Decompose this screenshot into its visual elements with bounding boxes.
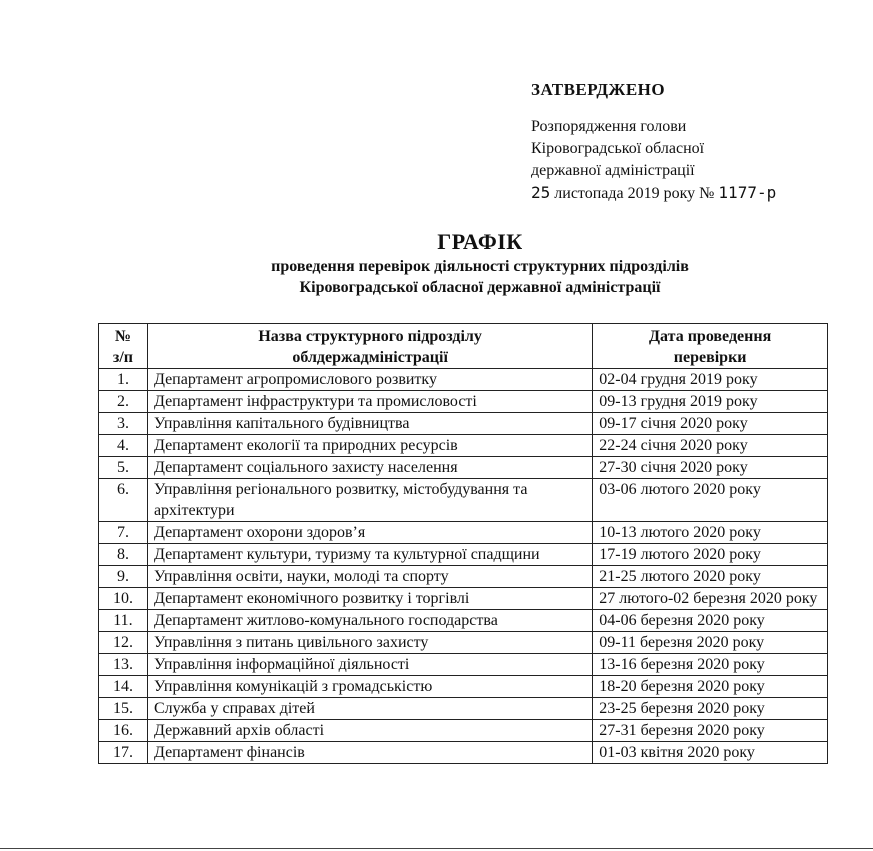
row-number: 15.: [99, 698, 148, 720]
table-row: [99, 479, 828, 522]
approval-date-text: листопада 2019 року №: [550, 185, 719, 202]
table-row: [99, 654, 828, 676]
header-name: [147, 324, 592, 369]
approval-block: [531, 80, 861, 205]
row-unit-name: Департамент економічного розвитку і торгівлі: [147, 588, 592, 610]
row-number: 1.: [99, 369, 148, 391]
approval-line-3: державної адміністрації: [531, 162, 695, 179]
document-heading: [0, 228, 873, 298]
table-row: [99, 610, 828, 632]
table-row: [99, 566, 828, 588]
table-row: [99, 522, 828, 544]
row-unit-name: Департамент агропромислового розвитку: [147, 369, 592, 391]
table-row: [99, 435, 828, 457]
row-number: 6.: [99, 479, 148, 522]
approval-date-day: 25: [531, 183, 551, 202]
row-unit-name: Управління капітального будівництва: [147, 413, 592, 435]
table-row: [99, 457, 828, 479]
document-subtitle-2: Кіровоградської обласної державної адміністрації: [299, 279, 661, 296]
row-number: 11.: [99, 610, 148, 632]
row-unit-name: Департамент культури, туризму та культурної спадщини: [147, 544, 592, 566]
row-number: 10.: [99, 588, 148, 610]
row-date: 27 лютого-02 березня 2020 року: [593, 588, 828, 610]
header-date-line-1: Дата проведення: [649, 328, 772, 345]
table-row: [99, 720, 828, 742]
row-date: 01-03 квітня 2020 року: [593, 742, 828, 764]
row-number: 7.: [99, 522, 148, 544]
row-date: 27-30 січня 2020 року: [593, 457, 828, 479]
table-row: [99, 698, 828, 720]
row-number: 13.: [99, 654, 148, 676]
row-date: 10-13 лютого 2020 року: [593, 522, 828, 544]
row-date: 17-19 лютого 2020 року: [593, 544, 828, 566]
row-date: 09-11 березня 2020 року: [593, 632, 828, 654]
row-number: 12.: [99, 632, 148, 654]
approval-date-line: [531, 182, 861, 205]
row-unit-name: Управління регіонального розвитку, містобудування та архітектури: [147, 479, 592, 522]
row-unit-name: Департамент фінансів: [147, 742, 592, 764]
row-date: 21-25 лютого 2020 року: [593, 566, 828, 588]
row-number: 4.: [99, 435, 148, 457]
table-row: [99, 544, 828, 566]
row-unit-name: Департамент соціального захисту населення: [147, 457, 592, 479]
row-unit-name: Служба у справах дітей: [147, 698, 592, 720]
document-subtitle-1: проведення перевірок діяльності структурних підрозділів: [271, 258, 689, 275]
header-number-line-2: з/п: [112, 349, 134, 366]
table-header-row: [99, 324, 828, 369]
header-name-line-1: Назва структурного підрозділу: [258, 328, 482, 345]
header-name-line-2: облдержадміністрації: [292, 349, 448, 366]
header-number-line-1: №: [114, 328, 132, 345]
row-date: 13-16 березня 2020 року: [593, 654, 828, 676]
table-row: [99, 413, 828, 435]
row-date: 09-13 грудня 2019 року: [593, 391, 828, 413]
row-date: 03-06 лютого 2020 року: [593, 479, 828, 522]
header-number: [99, 324, 148, 369]
row-unit-name: Департамент житлово-комунального господарства: [147, 610, 592, 632]
row-number: 9.: [99, 566, 148, 588]
table-row: [99, 391, 828, 413]
row-unit-name: Департамент екології та природних ресурсів: [147, 435, 592, 457]
table-row: [99, 676, 828, 698]
row-number: 17.: [99, 742, 148, 764]
row-unit-name: Департамент інфраструктури та промисловості: [147, 391, 592, 413]
row-date: 02-04 грудня 2019 року: [593, 369, 828, 391]
row-date: 22-24 січня 2020 року: [593, 435, 828, 457]
row-unit-name: Департамент охорони здоров’я: [147, 522, 592, 544]
schedule-table: [98, 323, 828, 764]
table-row: [99, 632, 828, 654]
row-date: 23-25 березня 2020 року: [593, 698, 828, 720]
row-number: 2.: [99, 391, 148, 413]
approval-line-1: Розпорядження голови: [531, 118, 687, 135]
row-number: 8.: [99, 544, 148, 566]
row-number: 5.: [99, 457, 148, 479]
header-date: [593, 324, 828, 369]
row-unit-name: Державний архів області: [147, 720, 592, 742]
row-unit-name: Управління освіти, науки, молоді та спорту: [147, 566, 592, 588]
header-date-line-2: перевірки: [673, 349, 747, 366]
approval-title: ЗАТВЕРДЖЕНО: [531, 80, 666, 99]
row-date: 27-31 березня 2020 року: [593, 720, 828, 742]
row-number: 16.: [99, 720, 148, 742]
row-date: 18-20 березня 2020 року: [593, 676, 828, 698]
row-unit-name: Управління комунікацій з громадськістю: [147, 676, 592, 698]
row-date: 09-17 січня 2020 року: [593, 413, 828, 435]
document-title: ГРАФІК: [437, 229, 523, 254]
approval-line-2: Кіровоградської обласної: [531, 140, 705, 157]
row-unit-name: Управління з питань цивільного захисту: [147, 632, 592, 654]
table-row: [99, 588, 828, 610]
row-number: 3.: [99, 413, 148, 435]
page-bottom-rule: [0, 848, 873, 849]
row-number: 14.: [99, 676, 148, 698]
approval-order-number: 1177-р: [718, 183, 777, 202]
row-date: 04-06 березня 2020 року: [593, 610, 828, 632]
table-row: [99, 369, 828, 391]
table-row: [99, 742, 828, 764]
row-unit-name: Управління інформаційної діяльності: [147, 654, 592, 676]
